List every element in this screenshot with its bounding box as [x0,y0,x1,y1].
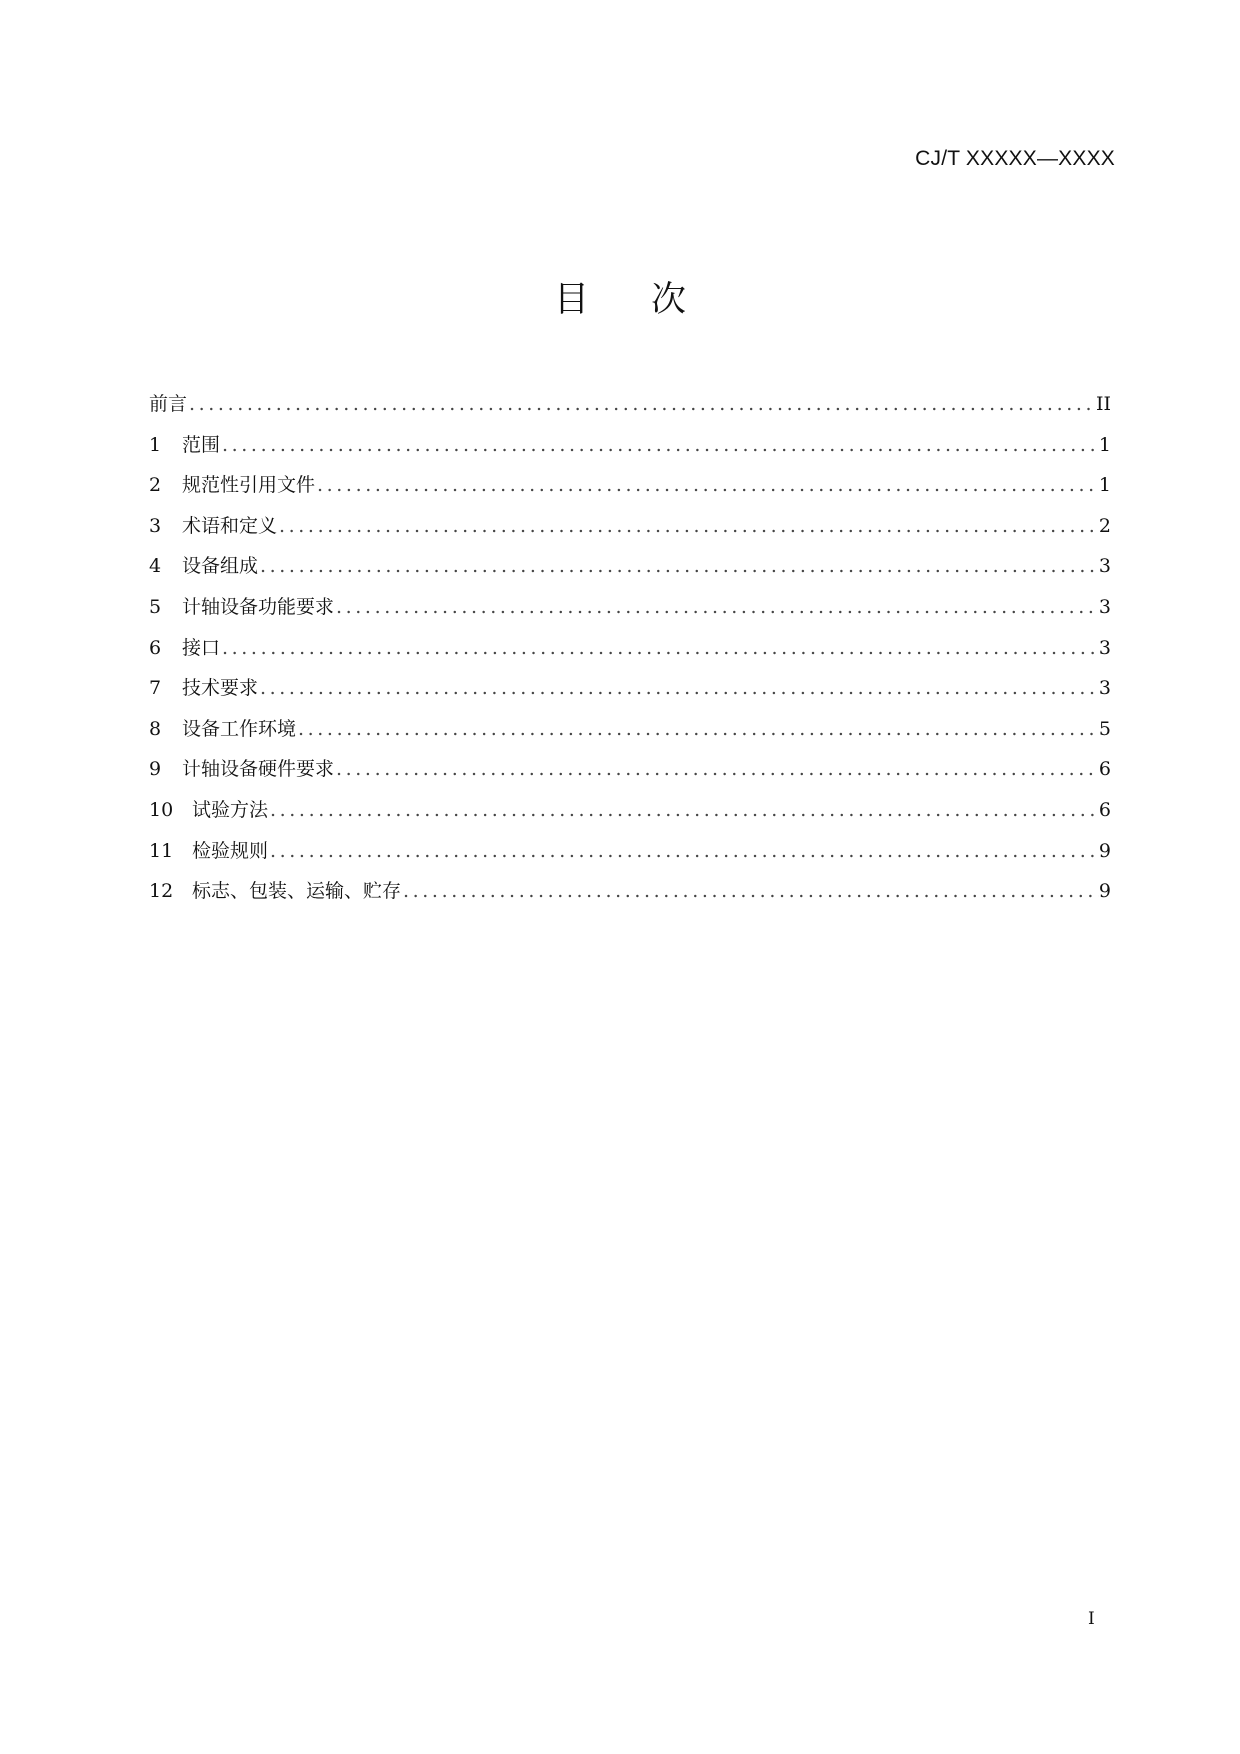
toc-entry-title: 前言 [149,393,188,415]
toc-entry-title: 标志、包装、运输、贮存 [192,880,402,903]
toc-entry-title: 技术要求 [182,677,259,700]
toc-entry-number: 12 [149,880,174,903]
toc-dot-leader [220,634,1099,662]
toc-entry-foreword[interactable] [149,390,1111,431]
toc-entry-page: 1 [1098,474,1111,497]
toc-dot-leader [187,390,1096,418]
toc-entry-number: 5 [149,595,162,618]
toc-entry-title: 设备组成 [182,555,259,578]
toc-dot-leader [277,512,1099,540]
toc-dot-leader [268,837,1099,865]
table-of-contents [149,390,1111,918]
page-title: 目次 [553,280,748,320]
toc-entry-page: II [1095,393,1111,415]
toc-entry-number: 3 [149,514,162,537]
toc-entry-number: 7 [149,677,162,700]
toc-entry-number: 8 [149,717,162,740]
toc-entry-9[interactable] [149,755,1111,796]
toc-entry-number: 2 [149,474,162,497]
toc-entry-5[interactable] [149,593,1111,634]
toc-entry-7[interactable] [149,674,1111,715]
toc-entry-page: 6 [1098,758,1111,781]
toc-entry-page: 9 [1098,880,1111,903]
toc-entry-title: 检验规则 [192,839,269,862]
toc-entry-title: 试验方法 [192,798,269,821]
toc-entry-title: 规范性引用文件 [182,474,316,497]
toc-dot-leader [258,674,1099,702]
toc-entry-number: 9 [149,758,162,781]
toc-entry-number: 6 [149,636,162,659]
toc-dot-leader [258,552,1099,580]
toc-entry-11[interactable] [149,837,1111,878]
toc-entry-title: 设备工作环境 [182,717,297,740]
toc-entry-10[interactable] [149,796,1111,837]
toc-entry-title: 范围 [182,433,221,456]
toc-entry-2[interactable] [149,471,1111,512]
document-code: CJ/T XXXXX—XXXX [915,147,1115,170]
toc-entry-number: 1 [149,433,162,456]
toc-entry-page: 9 [1098,839,1111,862]
toc-entry-title: 计轴设备功能要求 [182,595,335,618]
toc-entry-number: 10 [149,798,174,821]
toc-dot-leader [315,471,1099,499]
toc-entry-page: 5 [1098,717,1111,740]
toc-entry-page: 6 [1098,798,1111,821]
toc-dot-leader [296,715,1099,743]
toc-entry-3[interactable] [149,512,1111,553]
toc-entry-title: 术语和定义 [182,514,278,537]
toc-entry-title: 接口 [182,636,221,659]
toc-entry-page: 3 [1098,555,1111,578]
toc-entry-1[interactable] [149,431,1111,472]
toc-entry-page: 3 [1098,595,1111,618]
toc-dot-leader [268,796,1099,824]
toc-entry-6[interactable] [149,634,1111,675]
toc-dot-leader [334,593,1099,621]
toc-entry-page: 2 [1098,514,1111,537]
toc-entry-page: 3 [1098,677,1111,700]
toc-entry-title: 计轴设备硬件要求 [182,758,335,781]
toc-entry-12[interactable] [149,877,1111,918]
toc-entry-number: 11 [149,839,174,862]
toc-dot-leader [220,431,1099,459]
toc-entry-8[interactable] [149,715,1111,756]
toc-dot-leader [334,755,1099,783]
toc-entry-4[interactable] [149,552,1111,593]
toc-dot-leader [401,877,1099,905]
page-number: I [1088,1609,1095,1629]
toc-entry-page: 3 [1098,636,1111,659]
toc-entry-number: 4 [149,555,162,578]
toc-entry-page: 1 [1098,433,1111,456]
